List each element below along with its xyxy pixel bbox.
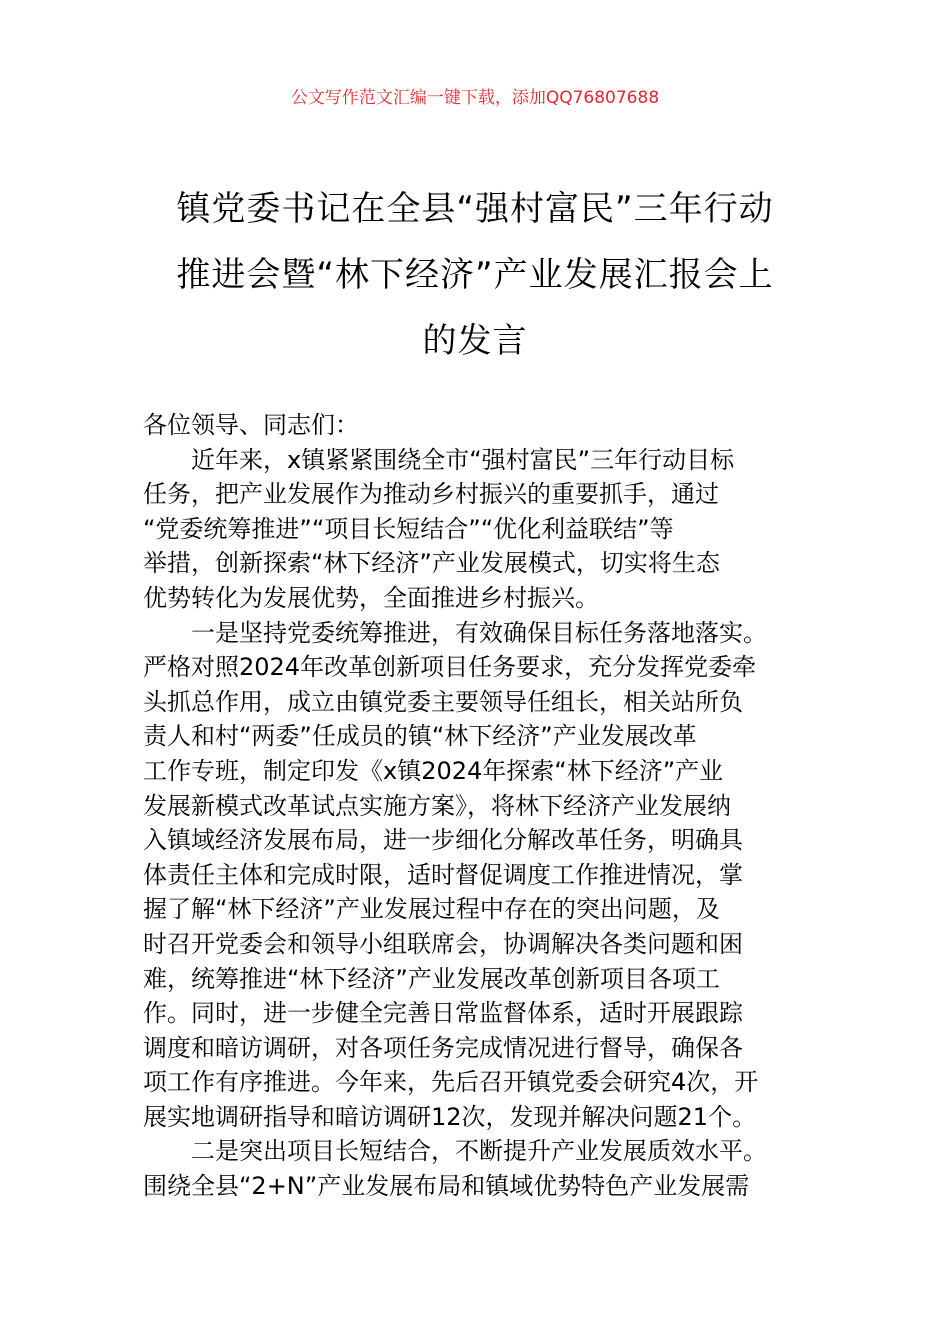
text-line: 入镇域经济发展布局，进一步细化分解改革任务，明确具 bbox=[143, 826, 743, 855]
text-line: 项工作有序推进。今年来，先后召开镇党委会研究4次，开 bbox=[143, 1068, 759, 1097]
text-line: 二是突出项目长短结合，不断提升产业发展质效水平。 bbox=[191, 1137, 767, 1166]
text-line: “党委统筹推进”“项目长短结合”“优化利益联结”等 bbox=[143, 514, 674, 543]
text-line: 发展新模式改革试点实施方案》，将林下经济产业发展纳 bbox=[143, 791, 731, 820]
text-line: 优势转化为发展优势，全面推进乡村振兴。 bbox=[143, 583, 599, 612]
paragraph-point-two bbox=[143, 1134, 808, 1203]
text-line: 严格对照2024年改革创新项目任务要求，充分发挥党委牵 bbox=[143, 653, 757, 682]
text-line: 调度和暗访调研，对各项任务完成情况进行督导，确保各 bbox=[143, 1033, 743, 1062]
text-line: 工作专班，制定印发《x镇2024年探索“林下经济”产业 bbox=[143, 756, 724, 785]
text-line: 近年来，x镇紧紧围绕全市“强村富民”三年行动目标 bbox=[191, 445, 735, 474]
document-title bbox=[110, 176, 840, 374]
paragraph-point-one bbox=[143, 616, 808, 1135]
text-line: 展实地调研指导和暗访调研12次，发现并解决问题21个。 bbox=[143, 1102, 757, 1131]
salutation: 各位领导、同志们： bbox=[143, 411, 359, 439]
text-line: 任务，把产业发展作为推动乡村振兴的重要抓手，通过 bbox=[143, 480, 719, 509]
text-line: 头抓总作用，成立由镇党委主要领导任组长，相关站所负 bbox=[143, 687, 743, 716]
text-line: 握了解“林下经济”产业发展过程中存在的突出问题，及 bbox=[143, 895, 720, 924]
title-line: 的发言 bbox=[422, 321, 528, 361]
text-line: 围绕全县“2+N”产业发展布局和镇域优势特色产业发展需 bbox=[143, 1172, 750, 1201]
text-line: 一是坚持党委统筹推进，有效确保目标任务落地落实。 bbox=[191, 618, 767, 647]
text-line: 时召开党委会和领导小组联席会，协调解决各类问题和困 bbox=[143, 929, 743, 958]
download-notice: 公文写作范文汇编一键下载，添加QQ76807688 bbox=[290, 88, 660, 108]
text-line: 举措，创新探索“林下经济”产业发展模式，切实将生态 bbox=[143, 549, 720, 578]
title-line: 推进会暨“林下经济”产业发展汇报会上 bbox=[176, 255, 774, 295]
document-body bbox=[143, 408, 808, 1204]
text-line: 体责任主体和完成时限，适时督促调度工作推进情况，掌 bbox=[143, 860, 743, 889]
text-line: 难，统筹推进“林下经济”产业发展改革创新项目各项工 bbox=[143, 964, 720, 993]
text-line: 责人和村“两委”任成员的镇“林下经济”产业发展改革 bbox=[143, 722, 697, 751]
paragraph-intro bbox=[143, 443, 808, 616]
text-line: 作。同时，进一步健全完善日常监督体系，适时开展跟踪 bbox=[143, 999, 743, 1028]
title-line: 镇党委书记在全县“强村富民”三年行动 bbox=[176, 189, 774, 229]
